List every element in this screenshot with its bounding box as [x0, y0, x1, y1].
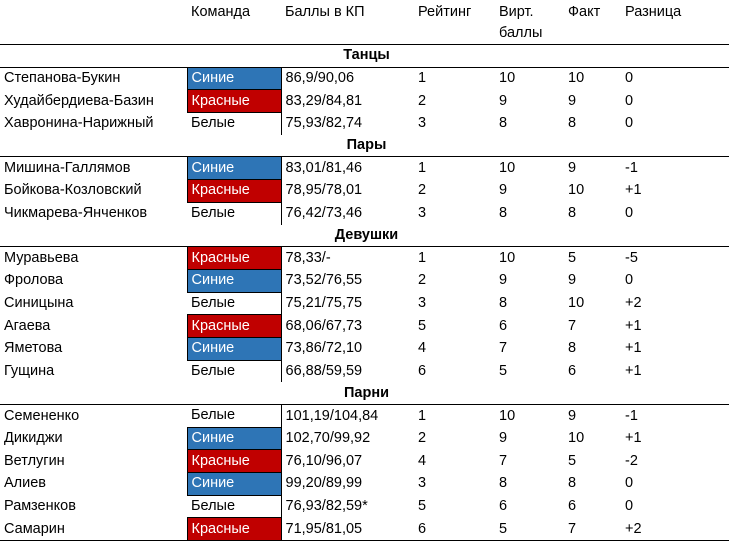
virtual-score-cell: 7: [499, 452, 508, 469]
table-row: [0, 202, 729, 224]
virtual-score-cell: 10: [499, 70, 516, 87]
rating-cell: 6: [414, 518, 495, 541]
virtual-score-cell: 5: [495, 518, 564, 541]
team-cell: Синие: [187, 269, 281, 292]
difference-cell: +1: [625, 317, 642, 334]
rating-cell: 3: [418, 204, 427, 221]
fact-cell: 8: [568, 340, 577, 357]
score-cell: 86,9/90,06: [281, 67, 414, 90]
score-cell: 101,19/104,84: [281, 405, 414, 428]
table-row: [0, 360, 729, 382]
team-cell: Красные: [187, 247, 281, 270]
section-title: Девушки: [0, 225, 729, 247]
virtual-score-cell: 5: [499, 362, 508, 379]
table-row: [0, 495, 729, 518]
participant-name: Хавронина-Нарижный: [4, 115, 154, 132]
table-row: [0, 315, 729, 338]
header-diff: Разница: [621, 0, 729, 45]
header-row: [0, 0, 729, 45]
virtual-score-cell: 10: [499, 407, 516, 424]
participant-name: Чикмарева-Янченков: [4, 204, 148, 221]
participant-name: Худайбердиева-Базин: [4, 92, 154, 109]
rating-cell: 3: [418, 475, 427, 492]
team-cell: Белые: [191, 205, 236, 222]
team-cell: Синие: [187, 427, 281, 450]
header-score: Баллы в КП: [281, 0, 414, 45]
difference-cell: +1: [625, 362, 642, 379]
rating-cell: 1: [418, 70, 427, 87]
fact-cell: 7: [564, 518, 621, 541]
table-row: [0, 157, 729, 180]
section-row: [0, 45, 729, 68]
participant-name: Муравьева: [4, 249, 79, 266]
participant-name: Степанова-Букин: [4, 70, 121, 87]
team-cell: Красные: [187, 180, 281, 203]
score-cell: 83,29/84,81: [281, 90, 414, 113]
virtual-score-cell: 8: [499, 204, 508, 221]
participant-name: Гущина: [4, 362, 55, 379]
table-row: [0, 450, 729, 473]
rating-cell: 2: [418, 272, 427, 289]
table-row: [0, 90, 729, 113]
table-row: [0, 427, 729, 450]
difference-cell: -1: [625, 407, 638, 424]
participant-name: Бойкова-Козловский: [4, 182, 142, 199]
team-cell: Красные: [187, 315, 281, 338]
rating-cell: 6: [418, 362, 427, 379]
participant-name: Фролова: [4, 272, 64, 289]
participant-name: Самарин: [0, 518, 187, 541]
rating-cell: 2: [418, 92, 427, 109]
difference-cell: +2: [621, 518, 729, 541]
difference-cell: -1: [625, 160, 638, 177]
virtual-score-cell: 10: [499, 160, 516, 177]
fact-cell: 8: [568, 115, 577, 132]
score-cell: 99,20/89,99: [281, 473, 414, 496]
fact-cell: 9: [568, 407, 577, 424]
score-cell: 73,52/76,55: [281, 269, 414, 292]
fact-cell: 8: [568, 204, 577, 221]
fact-cell: 6: [568, 498, 577, 515]
score-cell: 76,93/82,59*: [281, 495, 414, 518]
virtual-score-cell: 9: [499, 430, 508, 447]
fact-cell: 10: [568, 70, 585, 87]
difference-cell: 0: [625, 92, 634, 109]
participant-name: Яметова: [4, 340, 63, 357]
difference-cell: 0: [625, 204, 634, 221]
header-virtual: Вирт. баллы: [495, 0, 564, 45]
participant-name: Мишина-Галлямов: [4, 160, 131, 177]
table-row: [0, 518, 729, 541]
section-row: [0, 135, 729, 157]
table-row: [0, 405, 729, 428]
difference-cell: 0: [625, 475, 634, 492]
team-cell: Белые: [191, 115, 236, 132]
score-cell: 75,93/82,74: [281, 113, 414, 135]
score-cell: 73,86/72,10: [281, 337, 414, 360]
header-team: Команда: [187, 0, 281, 45]
table-row: [0, 473, 729, 496]
score-cell: 75,21/75,75: [281, 292, 414, 315]
score-cell: 66,88/59,59: [281, 360, 414, 382]
fact-cell: 6: [568, 362, 577, 379]
participant-name: Алиев: [4, 475, 46, 492]
score-cell: 78,95/78,01: [281, 180, 414, 203]
team-cell: Белые: [191, 498, 236, 515]
team-cell: Белые: [191, 294, 236, 311]
rating-cell: 1: [418, 407, 427, 424]
fact-cell: 10: [568, 182, 585, 199]
team-cell: Синие: [187, 67, 281, 90]
difference-cell: -5: [625, 249, 638, 266]
virtual-score-cell: 8: [499, 475, 508, 492]
fact-cell: 7: [568, 317, 577, 334]
team-cell: Синие: [187, 157, 281, 180]
rating-cell: 3: [418, 115, 427, 132]
difference-cell: +1: [625, 340, 642, 357]
rating-cell: 5: [418, 498, 427, 515]
team-cell: Белые: [191, 407, 236, 424]
participant-name: Ветлугин: [4, 452, 65, 469]
table-row: [0, 67, 729, 90]
difference-cell: +2: [625, 294, 642, 311]
score-cell: 71,95/81,05: [281, 518, 414, 541]
participant-name: Семененко: [4, 407, 80, 424]
team-cell: Красные: [187, 518, 281, 541]
score-cell: 83,01/81,46: [281, 157, 414, 180]
fact-cell: 10: [568, 430, 585, 447]
section-title: Пары: [0, 135, 729, 157]
score-cell: 78,33/-: [281, 247, 414, 270]
virtual-score-cell: 9: [499, 92, 508, 109]
virtual-score-cell: 7: [499, 340, 508, 357]
participant-name: Дикиджи: [4, 430, 63, 447]
rating-cell: 4: [418, 340, 427, 357]
participant-name: Агаева: [4, 317, 51, 334]
rating-cell: 4: [418, 452, 427, 469]
score-cell: 102,70/99,92: [281, 427, 414, 450]
table-row: [0, 269, 729, 292]
header-name: [0, 0, 187, 45]
difference-cell: +1: [625, 430, 642, 447]
fact-cell: 10: [568, 294, 585, 311]
fact-cell: 9: [568, 92, 577, 109]
virtual-score-cell: 9: [499, 182, 508, 199]
section-row: [0, 225, 729, 247]
table-row: [0, 292, 729, 315]
rating-cell: 1: [418, 249, 427, 266]
difference-cell: 0: [625, 498, 634, 515]
section-title: Танцы: [0, 45, 729, 68]
header-fact: Факт: [564, 0, 621, 45]
virtual-score-cell: 9: [499, 272, 508, 289]
virtual-score-cell: 6: [499, 317, 508, 334]
header-rating: Рейтинг: [414, 0, 495, 45]
fact-cell: 8: [568, 475, 577, 492]
fact-cell: 9: [568, 272, 577, 289]
team-cell: Синие: [187, 473, 281, 496]
table-row: [0, 180, 729, 203]
score-cell: 68,06/67,73: [281, 315, 414, 338]
difference-cell: 0: [625, 70, 634, 87]
rating-cell: 5: [418, 317, 427, 334]
table-row: [0, 113, 729, 135]
rating-cell: 1: [418, 160, 427, 177]
fact-cell: 9: [568, 160, 577, 177]
table-row: [0, 247, 729, 270]
difference-cell: 0: [625, 115, 634, 132]
rating-cell: 3: [418, 294, 427, 311]
difference-cell: -2: [625, 452, 638, 469]
virtual-score-cell: 10: [499, 249, 516, 266]
difference-cell: 0: [625, 272, 634, 289]
difference-cell: +1: [625, 182, 642, 199]
rating-cell: 2: [418, 430, 427, 447]
score-cell: 76,10/96,07: [281, 450, 414, 473]
virtual-score-cell: 8: [499, 294, 508, 311]
table-row: [0, 337, 729, 360]
participant-name: Рамзенков: [4, 498, 76, 515]
virtual-score-cell: 8: [499, 115, 508, 132]
team-cell: Красные: [187, 450, 281, 473]
section-title: Парни: [0, 382, 729, 404]
virtual-score-cell: 6: [499, 498, 508, 515]
participant-name: Синицына: [4, 294, 74, 311]
score-cell: 76,42/73,46: [281, 202, 414, 224]
rating-cell: 2: [418, 182, 427, 199]
team-cell: Белые: [191, 362, 236, 379]
fact-cell: 5: [568, 452, 577, 469]
fact-cell: 5: [568, 249, 577, 266]
section-row: [0, 382, 729, 404]
team-cell: Синие: [187, 337, 281, 360]
team-cell: Красные: [187, 90, 281, 113]
